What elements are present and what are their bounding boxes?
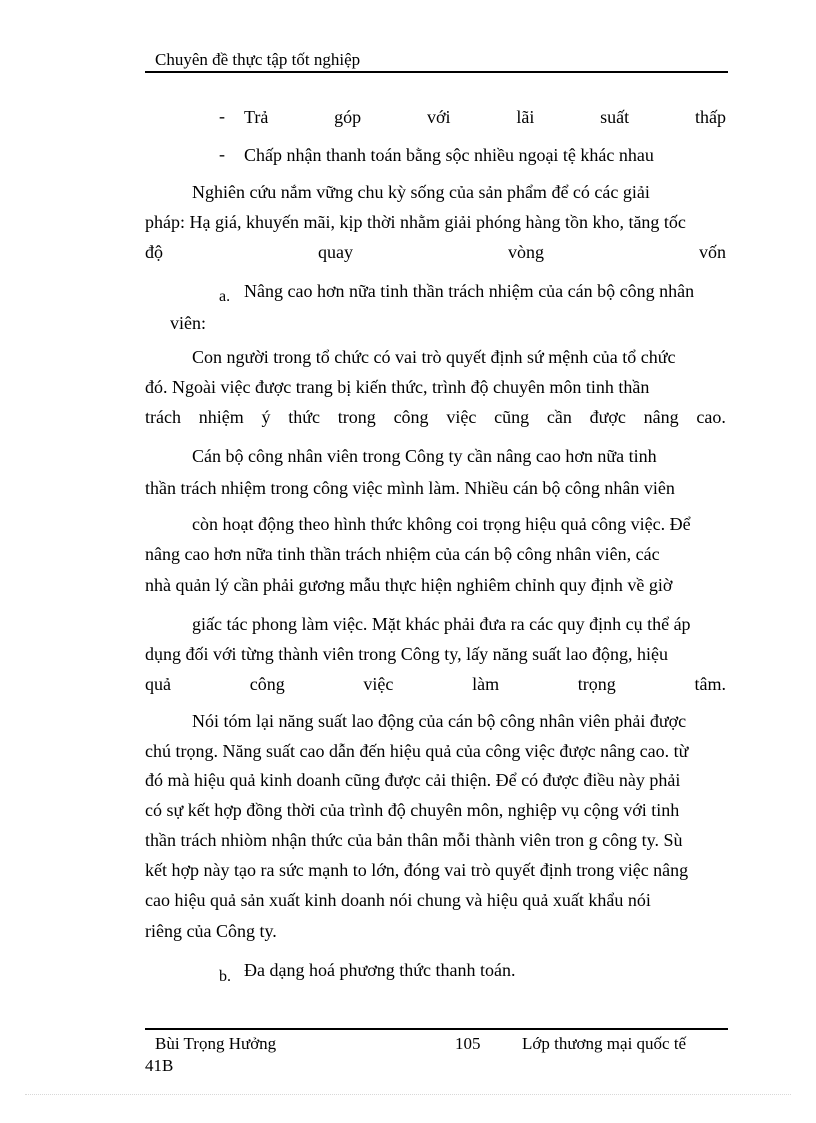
word: nhiệm — [198, 407, 244, 427]
paragraph-line: dụng đối với từng thành viên trong Công ty, lấy năng suất lao động, hiệu — [145, 644, 669, 664]
word: ý — [261, 407, 271, 427]
word: công — [249, 674, 285, 694]
paragraph-line: nâng cao hơn nữa tinh thần trách nhiệm của cán bộ công nhân viên, các — [145, 544, 660, 564]
paragraph-line: kết hợp này tạo ra sức mạnh to lớn, đóng vai trò quyết định trong việc nâng — [145, 860, 689, 880]
section-marker: b. — [219, 968, 231, 985]
word: độ — [145, 242, 163, 262]
word: được — [589, 407, 626, 427]
page-header-title: Chuyên đề thực tập tốt nghiệp — [155, 50, 361, 69]
paragraph-line: nhà quản lý cần phải gương mẫu thực hiện nghiêm chỉnh quy định về giờ — [145, 575, 673, 595]
word: tâm. — [694, 674, 726, 694]
word: vòng — [508, 242, 544, 262]
paragraph-line: còn hoạt động theo hình thức không coi trọng hiệu quả công việc. Để — [192, 514, 691, 534]
section-heading: Đa dạng hoá phương thức thanh toán. — [244, 960, 516, 980]
section-heading: Nâng cao hơn nữa tinh thần trách nhiệm của cán bộ công nhân — [244, 281, 695, 301]
word: trách — [145, 407, 181, 427]
word: nâng — [643, 407, 679, 427]
paragraph-line: riêng của Công ty. — [145, 921, 277, 941]
paragraph-line: Nói tóm lại năng suất lao động của cán bộ công nhân viên phải được — [192, 711, 687, 731]
word: Trả — [244, 107, 269, 127]
paragraph-line: thần trách nhiòm nhận thức của bản thân mỗi thành viên tron g công ty. Sù — [145, 830, 683, 850]
bullet-item: Chấp nhận thanh toán bằng sộc nhiều ngoại tệ khác nhau — [244, 145, 654, 165]
word: thấp — [694, 107, 726, 127]
bullet-item — [244, 106, 726, 128]
paragraph-line: giấc tác phong làm việc. Mặt khác phải đưa ra các quy định cụ thể áp — [192, 614, 691, 634]
header-rule — [145, 71, 728, 73]
paragraph-line: thần trách nhiệm trong công việc mình làm. Nhiều cán bộ công nhân viên — [145, 478, 675, 498]
word: quay — [318, 242, 353, 262]
paragraph-line: đó. Ngoài việc được trang bị kiến thức, trình độ chuyên môn tinh thần — [145, 377, 650, 397]
paragraph-line: pháp: Hạ giá, khuyến mãi, kịp thời nhằm giải phóng hàng tồn kho, tăng tốc — [145, 212, 686, 232]
section-marker: a. — [219, 288, 231, 305]
page-bottom-divider — [25, 1094, 791, 1095]
paragraph-line: cao hiệu quả sản xuất kinh doanh nói chung và hiệu quả xuất khẩu nói — [145, 890, 651, 910]
word: trọng — [577, 674, 616, 694]
page-number: 105 — [455, 1034, 481, 1053]
word: suất — [600, 107, 630, 127]
word: quả — [145, 674, 171, 694]
paragraph-line: Nghiên cứu nắm vững chu kỳ sống của sản phẩm để có các giải — [192, 182, 650, 202]
footer-class-name: Lớp thương mại quốc tế — [522, 1034, 687, 1053]
word: cần — [546, 407, 572, 427]
paragraph-line: đó mà hiệu quả kinh doanh cũng được cải thiện. Để có được điều này phải — [145, 770, 681, 790]
paragraph-line: chú trọng. Năng suất cao dẫn đến hiệu quả của công việc được nâng cao. từ — [145, 741, 689, 761]
word: vốn — [699, 242, 726, 262]
word: việc — [363, 674, 394, 694]
word: làm — [472, 674, 500, 694]
section-heading: viên: — [170, 313, 206, 333]
footer-class-code: 41B — [145, 1056, 174, 1075]
word: với — [426, 107, 451, 127]
word: việc — [446, 407, 477, 427]
paragraph-line — [145, 241, 726, 263]
word: công — [393, 407, 429, 427]
paragraph-line — [145, 673, 726, 695]
paragraph-line: có sự kết hợp đồng thời của trình độ chuyên môn, nghiệp vụ cộng với tinh — [145, 800, 680, 820]
word: lãi — [516, 107, 535, 127]
footer-rule — [145, 1028, 728, 1030]
word: thức — [288, 407, 321, 427]
word: góp — [334, 107, 362, 127]
paragraph-line: Cán bộ công nhân viên trong Công ty cần nâng cao hơn nữa tinh — [192, 446, 657, 466]
word: cũng — [494, 407, 530, 427]
paragraph-line — [145, 406, 726, 428]
bullet-dash: - — [219, 144, 225, 164]
footer-author: Bùi Trọng Hưởng — [155, 1034, 277, 1053]
paragraph-line: Con người trong tổ chức có vai trò quyết định sứ mệnh của tổ chức — [192, 347, 676, 367]
word: cao. — [696, 407, 726, 427]
bullet-dash: - — [219, 106, 225, 126]
word: trong — [337, 407, 376, 427]
